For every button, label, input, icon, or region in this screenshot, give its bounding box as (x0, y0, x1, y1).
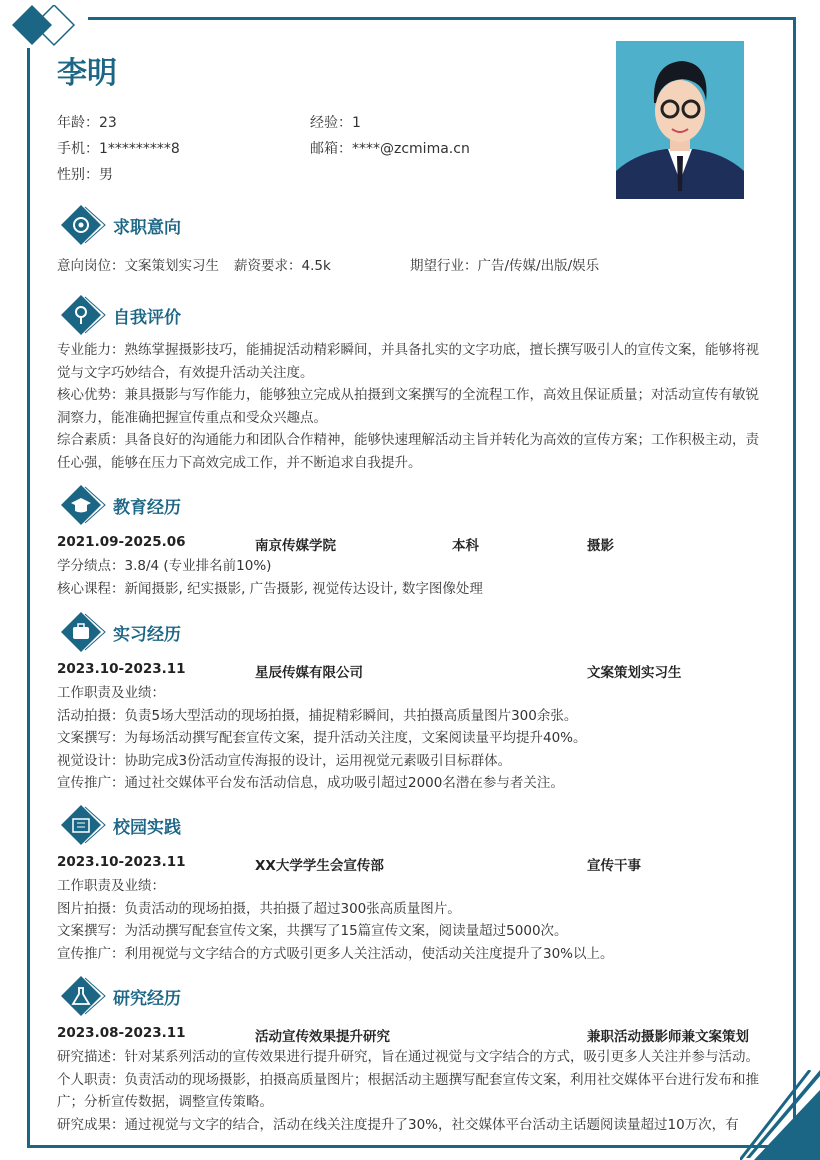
frame-top-line (88, 17, 796, 20)
email-label: 邮箱： (310, 141, 352, 157)
intern-date: 2023.10-2023.11 (57, 661, 186, 677)
major: 摄影 (587, 538, 614, 554)
edu-date: 2021.09-2025.06 (57, 534, 186, 550)
company-name: 星辰传媒有限公司 (255, 665, 363, 681)
person-avatar-icon (616, 41, 744, 199)
self-eval-line: 核心优势：兼具摄影与写作能力，能够独立完成从拍摄到文案撰写的全流程工作，高效且保证质量；对活动宣传有敏锐洞察力，能准确把握宣传重点和受众兴趣点。 (57, 387, 759, 426)
intern-line: 工作职责及业绩： (57, 685, 165, 701)
age-label: 年龄： (57, 115, 99, 131)
graduation-cap-icon (57, 485, 107, 525)
self-eval-line: 综合素质：具备良好的沟通能力和团队合作精神，能够快速理解活动主旨并转化为高效的宣传方案；工作积极主动，责任心强，能够在压力下高效完成工作，并不断追求自我提升。 (57, 432, 759, 471)
frame-right-line (793, 17, 796, 1147)
research-role: 兼职活动摄影师兼文案策划 (587, 1029, 749, 1045)
intern-line: 活动拍摄：负责5场大型活动的现场拍摄，捕捉精彩瞬间，共拍摄高质量图片300余张。 (57, 707, 578, 724)
building-icon (57, 805, 107, 845)
email-value: ****@zcmima.cn (352, 141, 470, 157)
salary-requirement: 薪资要求：4.5k (234, 258, 331, 274)
target-icon (57, 205, 107, 245)
intern-line: 文案撰写：为每场活动撰写配套宣传文案，提升活动关注度，文案阅读量平均提升40%。 (57, 730, 587, 746)
experience-label: 经验： (310, 115, 352, 131)
gender-field (57, 164, 113, 184)
flower-icon (57, 295, 107, 335)
phone-field (57, 138, 180, 158)
research-line: 研究成果：通过视觉与文字的结合，活动在线关注度提升了30%，社交媒体平台活动主话题阅读量超过10万次，有 (57, 1116, 739, 1133)
edu-line: 核心课程：新闻摄影, 纪实摄影, 广告摄影, 视觉传达设计, 数字图像处理 (57, 580, 483, 597)
edu-line: 学分绩点：3.8/4 (专业排名前10%) (57, 558, 272, 574)
section-campus-practice (57, 805, 787, 965)
research-line: 研究描述：针对某系列活动的宣传效果进行提升研究，旨在通过视觉与文字结合的方式，吸引更多人关注并参与活动。 (57, 1049, 759, 1065)
section-job-intent (57, 205, 787, 279)
section-education (57, 485, 787, 600)
gender-label: 性别： (57, 167, 99, 183)
experience-value: 1 (352, 115, 361, 131)
frame-bottom-line (27, 1145, 796, 1148)
expected-industry: 期望行业：广告/传媒/出版/娱乐 (410, 258, 600, 274)
section-self-evaluation (57, 295, 787, 474)
campus-line: 文案撰写：为活动撰写配套宣传文案，共撰写了15篇宣传文案，阅读量超过5000次。 (57, 923, 568, 939)
diamond-logo-icon (10, 5, 80, 47)
campus-line: 图片拍摄：负责活动的现场拍摄，共拍摄了超过300张高质量图片。 (57, 900, 461, 917)
gender-value: 男 (99, 167, 113, 183)
phone-value: 1*********8 (99, 141, 180, 157)
candidate-name: 李明 (57, 56, 117, 91)
section-internship (57, 612, 787, 795)
briefcase-icon (57, 612, 107, 652)
intended-position: 意向岗位：文案策划实习生 (57, 258, 219, 274)
age-field (57, 112, 117, 132)
age-value: 23 (99, 115, 117, 131)
section-title: 实习经历 (113, 624, 181, 645)
intern-line: 视觉设计：协助完成3份活动宣传海报的设计，运用视觉元素吸引目标群体。 (57, 752, 512, 769)
section-title: 校园实践 (113, 817, 181, 838)
campus-role: 宣传干事 (587, 858, 641, 874)
profile-photo (616, 41, 744, 199)
section-title: 教育经历 (113, 497, 181, 518)
flask-icon (57, 976, 107, 1016)
frame-left-line (27, 48, 30, 1148)
email-field (310, 138, 470, 158)
self-eval-line: 专业能力：熟练掌握摄影技巧，能捕捉活动精彩瞬间，并具备扎实的文字功底，擅长撰写吸引人的宣传文案，能够将视觉与文字巧妙结合，有效提升活动关注度。 (57, 342, 759, 381)
intern-line: 宣传推广：通过社交媒体平台发布活动信息，成功吸引超过2000名潜在参与者关注。 (57, 775, 564, 791)
organization-name: XX大学学生会宣传部 (255, 858, 384, 874)
job-role: 文案策划实习生 (587, 665, 682, 681)
experience-field (310, 112, 361, 132)
section-title: 研究经历 (113, 988, 181, 1009)
degree: 本科 (452, 538, 479, 554)
research-line: 个人职责：负责活动的现场摄影，拍摄高质量图片；根据活动主题撰写配套宣传文案，利用社交媒体平台进行发布和推广；分析宣传数据，调整宣传策略。 (57, 1071, 759, 1110)
section-title: 自我评价 (113, 307, 181, 328)
campus-line: 宣传推广：利用视觉与文字结合的方式吸引更多人关注活动，使活动关注度提升了30%以上。 (57, 945, 614, 962)
campus-date: 2023.10-2023.11 (57, 854, 186, 870)
research-project: 活动宣传效果提升研究 (255, 1029, 390, 1045)
section-title: 求职意向 (113, 217, 181, 238)
section-research (57, 976, 787, 1136)
phone-label: 手机： (57, 141, 99, 157)
school-name: 南京传媒学院 (255, 538, 336, 554)
research-date: 2023.08-2023.11 (57, 1025, 186, 1041)
campus-line: 工作职责及业绩： (57, 878, 165, 894)
